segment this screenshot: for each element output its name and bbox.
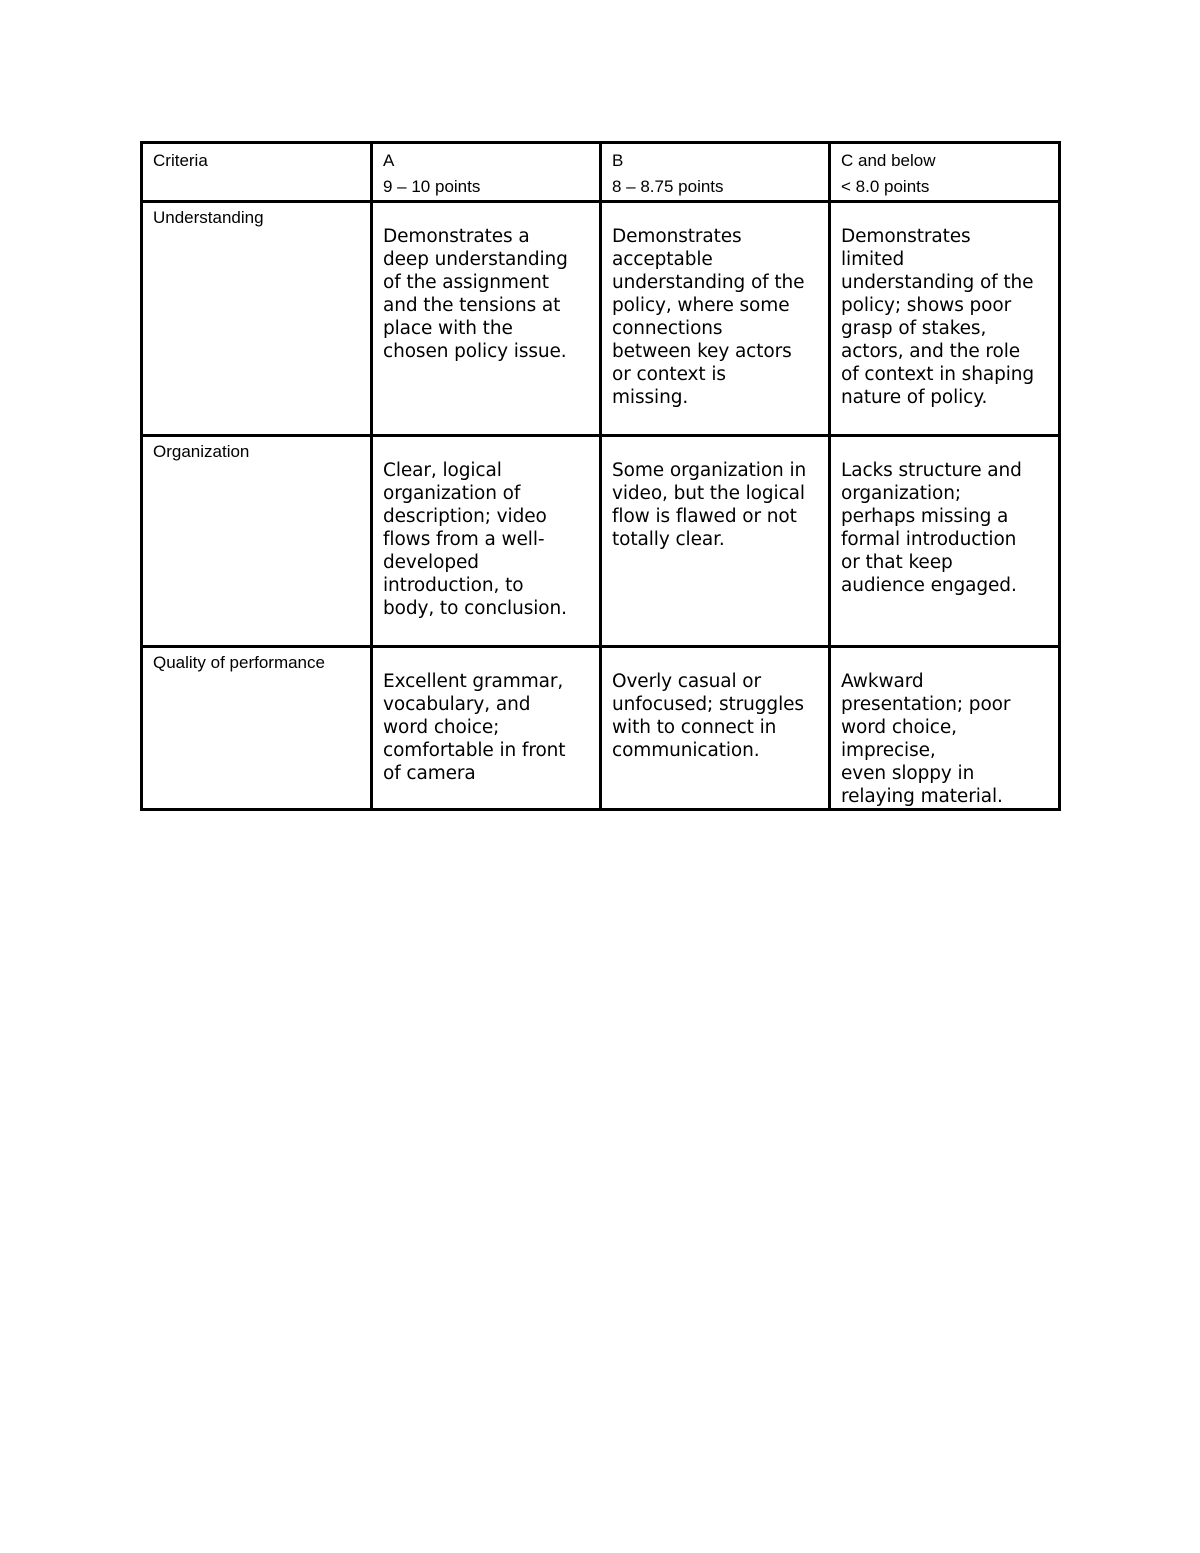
grade-c-label: C and below xyxy=(841,151,936,170)
grade-a-description: Excellent grammar, vocabulary, and word choice; comfortable in front of camera xyxy=(383,671,566,784)
grade-c-description: Awkward presentation; poor word choice, imprecise, even sloppy in relaying material. xyxy=(841,671,1011,807)
criterion-cell xyxy=(142,647,372,810)
criterion-label: Organization xyxy=(153,442,250,461)
header-cell-criteria xyxy=(142,143,372,202)
criteria-header: Criteria xyxy=(153,151,208,170)
table-row xyxy=(142,436,1060,647)
table-header-row xyxy=(142,143,1060,202)
grade-c-cell xyxy=(830,202,1060,436)
table-row xyxy=(142,647,1060,810)
grade-b-description: Demonstrates acceptable understanding of the policy, where some connections between key actors or context is missing. xyxy=(612,226,805,408)
grade-a-label: A xyxy=(383,151,395,170)
grade-c-description: Demonstrates limited understanding of the policy; shows poor grasp of stakes, actors, and the role of context in shaping nature of policy. xyxy=(841,226,1035,408)
grade-b-cell xyxy=(601,647,830,810)
grade-c-cell xyxy=(830,647,1060,810)
header-cell-a xyxy=(372,143,601,202)
grade-a-cell xyxy=(372,436,601,647)
grade-b-label: B xyxy=(612,151,624,170)
criterion-cell xyxy=(142,436,372,647)
grade-b-cell xyxy=(601,436,830,647)
grade-a-description: Clear, logical organization of description; video flows from a well- developed introduction, to body, to conclusion. xyxy=(383,460,567,619)
grading-rubric-table xyxy=(140,141,1061,811)
header-cell-c xyxy=(830,143,1060,202)
grade-c-description: Lacks structure and organization; perhaps missing a formal introduction or that keep audience engaged. xyxy=(841,460,1022,596)
grade-b-cell xyxy=(601,202,830,436)
criterion-label: Quality of performance xyxy=(153,653,325,672)
grade-c-points: < 8.0 points xyxy=(841,177,930,196)
grade-b-description: Some organization in video, but the logical flow is flawed or not totally clear. xyxy=(612,460,807,550)
criterion-label: Understanding xyxy=(153,208,264,227)
grade-c-cell xyxy=(830,436,1060,647)
criterion-cell xyxy=(142,202,372,436)
grade-a-points: 9 – 10 points xyxy=(383,177,481,196)
grade-a-cell xyxy=(372,647,601,810)
header-cell-b xyxy=(601,143,830,202)
grade-b-description: Overly casual or unfocused; struggles with to connect in communication. xyxy=(612,671,804,761)
grade-a-description: Demonstrates a deep understanding of the assignment and the tensions at place with the chosen policy issue. xyxy=(383,226,568,362)
grade-b-points: 8 – 8.75 points xyxy=(612,177,724,196)
grade-a-cell xyxy=(372,202,601,436)
table-row xyxy=(142,202,1060,436)
